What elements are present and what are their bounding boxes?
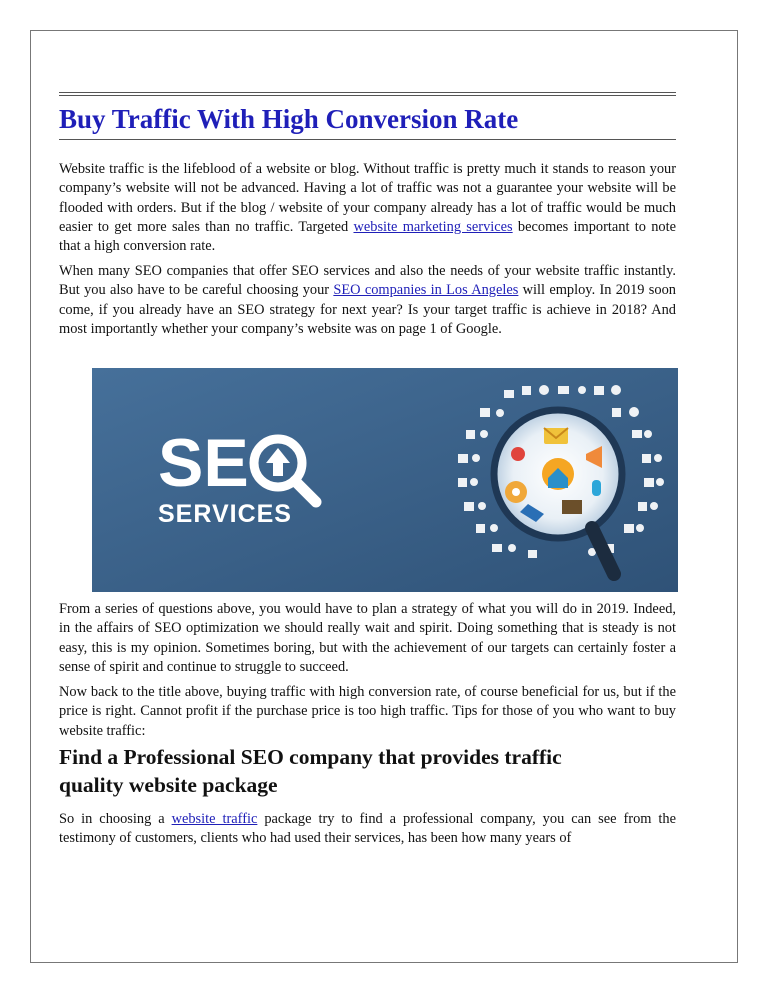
paragraph-intro-tail: becomes important to note that a high conversion rate. xyxy=(59,218,676,255)
title-underline xyxy=(59,139,676,140)
cart-icon xyxy=(562,500,582,514)
section-subheading: Find a Professional SEO company that provides traffic quality website package xyxy=(59,745,562,797)
page-title: Buy Traffic With High Conversion Rate xyxy=(59,104,519,134)
paragraph-seo-companies-tail: will employ. In 2019 soon come, if you already have an SEO strategy for next year? Is your target traffic is achieve in 2018? And most importantly whether your company’s website was on page 1 of Google. xyxy=(59,282,676,337)
seo-companies-los-angeles-link[interactable]: SEO companies in Los Angeles xyxy=(333,282,519,299)
microphone-icon xyxy=(592,480,601,496)
paragraph-seo-companies xyxy=(59,262,676,339)
paragraph-buy-traffic: Now back to the title above, buying traffic with high conversion rate, of course beneficial for us, but if the price is right. Cannot profit if the purchase price is too high traffic. Tips for those of you who want to buy website traffic: xyxy=(59,684,676,739)
paragraph-choosing-text: So in choosing a xyxy=(59,811,172,827)
seo-services-image xyxy=(92,368,678,592)
paragraph-intro-text: Website traffic is the lifeblood of a website or blog. Without traffic is pretty much it stands to reason your company’s website will not be advanced. Having a lot of traffic was not a guarantee your website will be flooded with orders. But if the blog / website of your company already has a lot of traffic would be much easier to get more sales than no traffic. Targeted xyxy=(59,161,676,235)
top-rule-double xyxy=(59,95,676,96)
paragraph-choosing xyxy=(59,810,676,849)
website-traffic-link[interactable]: website traffic xyxy=(171,811,258,827)
top-rule xyxy=(59,92,676,93)
paragraph-choosing-tail: package try to find a professional company, you can see from the testimony of customers, clients who had used their services, has been how many years of xyxy=(59,811,676,847)
paragraph-intro xyxy=(59,160,676,256)
location-pin-icon xyxy=(511,447,525,461)
seo-logo-text: SE xyxy=(158,425,249,501)
paragraph-seo-companies-text: When many SEO companies that offer SEO services and also the needs of your website traffic instantly. But you also have to be careful choosing your xyxy=(59,263,676,299)
target-center-icon xyxy=(512,488,520,496)
paragraph-strategy: From a series of questions above, you would have to plan a strategy of what you will do in 2019. Indeed, in the affairs of SEO optimization we should really wait and spirit. Doing something that is steady is not easy, this is my opinion. Sometimes boring, but with the achievement of our targets can certainly foster a sense of spirit and continue to struggle to succeed. xyxy=(59,601,676,675)
seo-services-illustration xyxy=(92,368,678,592)
website-marketing-services-link[interactable]: website marketing services xyxy=(353,218,513,235)
services-text: SERVICES xyxy=(158,500,292,528)
